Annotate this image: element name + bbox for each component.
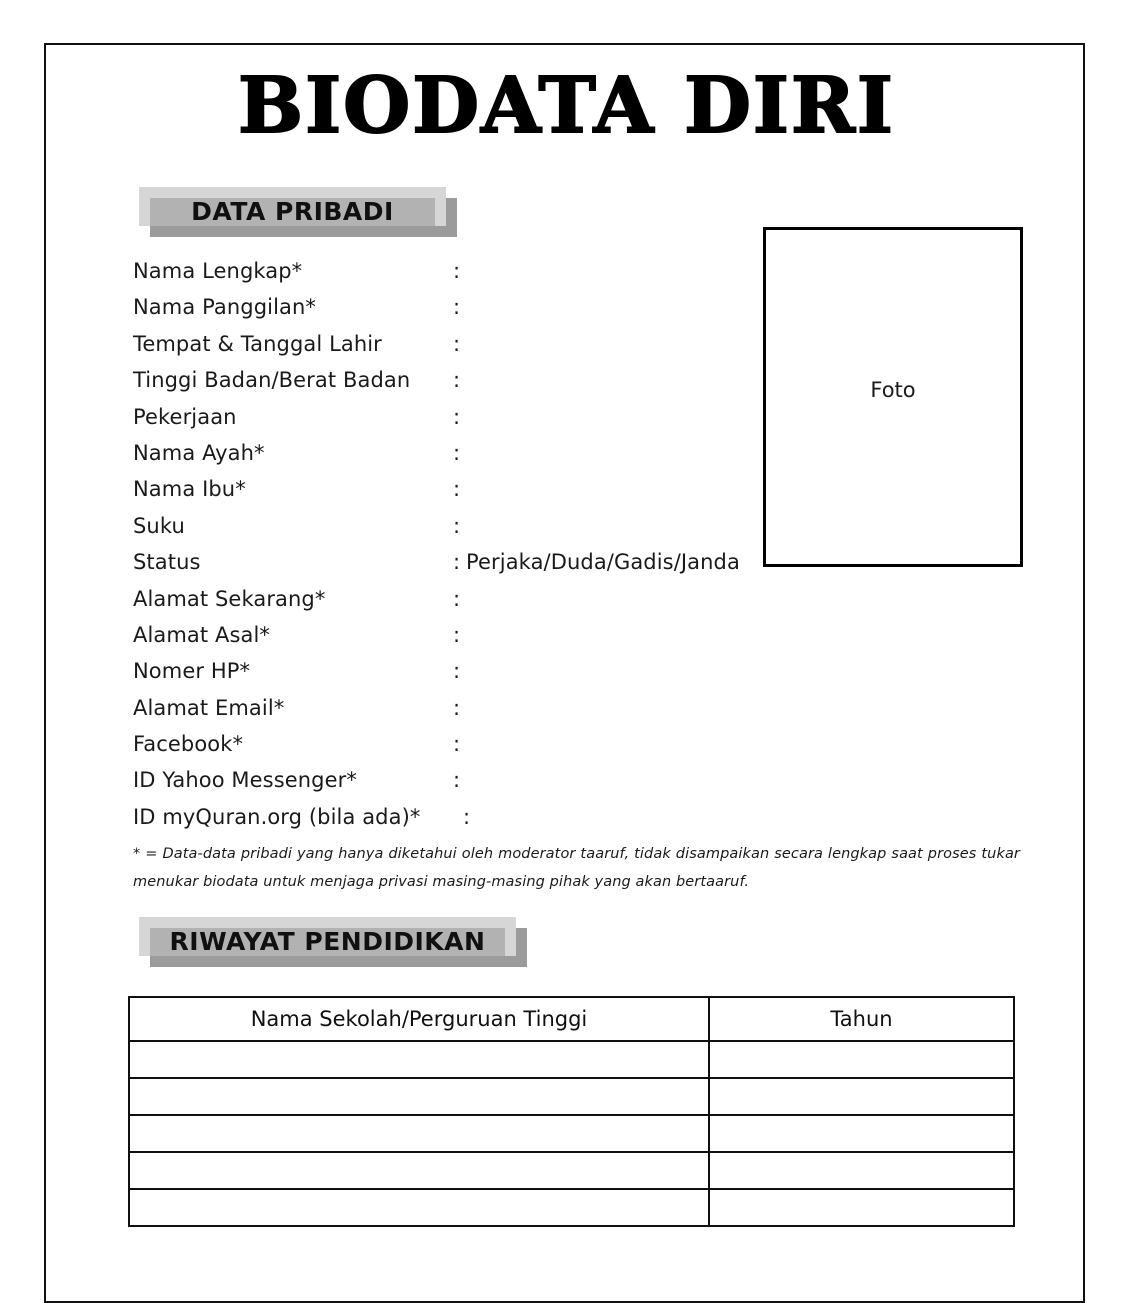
field-label: Alamat Asal* (133, 622, 271, 647)
field-colon: : (453, 477, 461, 502)
field-row (133, 438, 753, 474)
table-row (129, 1041, 1014, 1078)
column-header-school: Nama Sekolah/Perguruan Tinggi (129, 997, 709, 1041)
field-colon: : (453, 331, 461, 356)
field-colon: : (453, 440, 461, 465)
field-colon: : (453, 259, 461, 283)
field-label: Tempat & Tanggal Lahir (133, 331, 382, 356)
table-header-row (129, 997, 1014, 1041)
section-header-riwayat-pendidikan (139, 917, 529, 967)
field-row (133, 474, 753, 510)
personal-data-field-list (133, 256, 753, 838)
field-row (133, 365, 753, 401)
field-label: Alamat Email* (133, 695, 285, 720)
table-row (129, 1152, 1014, 1189)
field-row (133, 256, 753, 292)
section-header-label: DATA PRIBADI (191, 197, 394, 226)
column-header-year: Tahun (709, 997, 1014, 1041)
field-label: ID Yahoo Messenger* (133, 768, 357, 793)
photo-placeholder-box[interactable] (763, 227, 1023, 567)
field-label: Suku (133, 513, 185, 538)
cell-year[interactable] (709, 1189, 1014, 1226)
field-label: Status (133, 550, 201, 575)
field-label: Facebook* (133, 732, 244, 757)
field-label: Tinggi Badan/Berat Badan (133, 368, 411, 393)
field-colon: : (453, 732, 461, 757)
field-colon: : (453, 295, 461, 320)
field-colon: : (463, 804, 471, 829)
field-colon: : (453, 513, 461, 538)
field-colon: : (453, 622, 461, 647)
section-header-label: RIWAYAT PENDIDIKAN (169, 927, 486, 956)
field-colon: : (453, 768, 461, 793)
field-row (133, 693, 753, 729)
field-label: Nama Panggilan* (133, 295, 316, 320)
cell-school[interactable] (129, 1189, 709, 1226)
education-history-table (128, 996, 1015, 1227)
cell-year[interactable] (709, 1152, 1014, 1189)
field-colon: : (453, 404, 461, 429)
section-header-data-pribadi (139, 187, 459, 237)
table-row (129, 1115, 1014, 1152)
field-colon: : (453, 586, 461, 611)
field-label: Nama Ayah* (133, 440, 265, 465)
photo-placeholder-label: Foto (870, 378, 916, 402)
field-label: Nama Ibu* (133, 477, 246, 502)
field-colon: : (453, 659, 461, 684)
field-row-status (133, 547, 753, 583)
field-row (133, 329, 753, 365)
cell-year[interactable] (709, 1041, 1014, 1078)
field-label: Pekerjaan (133, 404, 237, 429)
field-label: Alamat Sekarang* (133, 586, 326, 611)
field-row (133, 729, 753, 765)
cell-school[interactable] (129, 1041, 709, 1078)
field-row (133, 584, 753, 620)
field-row (133, 511, 753, 547)
document-page (44, 43, 1085, 1303)
cell-school[interactable] (129, 1078, 709, 1115)
field-label: Nomer HP* (133, 659, 251, 684)
field-colon: : (453, 550, 461, 575)
page-title: BIODATA DIRI (238, 61, 895, 151)
field-label: ID myQuran.org (bila ada)* (133, 804, 421, 829)
table-row (129, 1078, 1014, 1115)
field-value-status-options[interactable]: Perjaka/Duda/Gadis/Janda (466, 550, 740, 575)
table-row (129, 1189, 1014, 1226)
field-row (133, 802, 753, 838)
cell-school[interactable] (129, 1115, 709, 1152)
privacy-footnote: * = Data-data pribadi yang hanya diketahui oleh moderator taaruf, tidak disampaikan secara lengkap saat proses tukar menukar biodata untuk menjaga privasi masing-masing pihak yang akan bertaaruf. (133, 846, 1020, 890)
cell-school[interactable] (129, 1152, 709, 1189)
field-row (133, 292, 753, 328)
field-label: Nama Lengkap* (133, 259, 303, 283)
cell-year[interactable] (709, 1078, 1014, 1115)
field-row (133, 620, 753, 656)
field-row (133, 402, 753, 438)
field-colon: : (453, 695, 461, 720)
cell-year[interactable] (709, 1115, 1014, 1152)
field-row (133, 765, 753, 801)
field-row (133, 656, 753, 692)
field-colon: : (453, 368, 461, 393)
